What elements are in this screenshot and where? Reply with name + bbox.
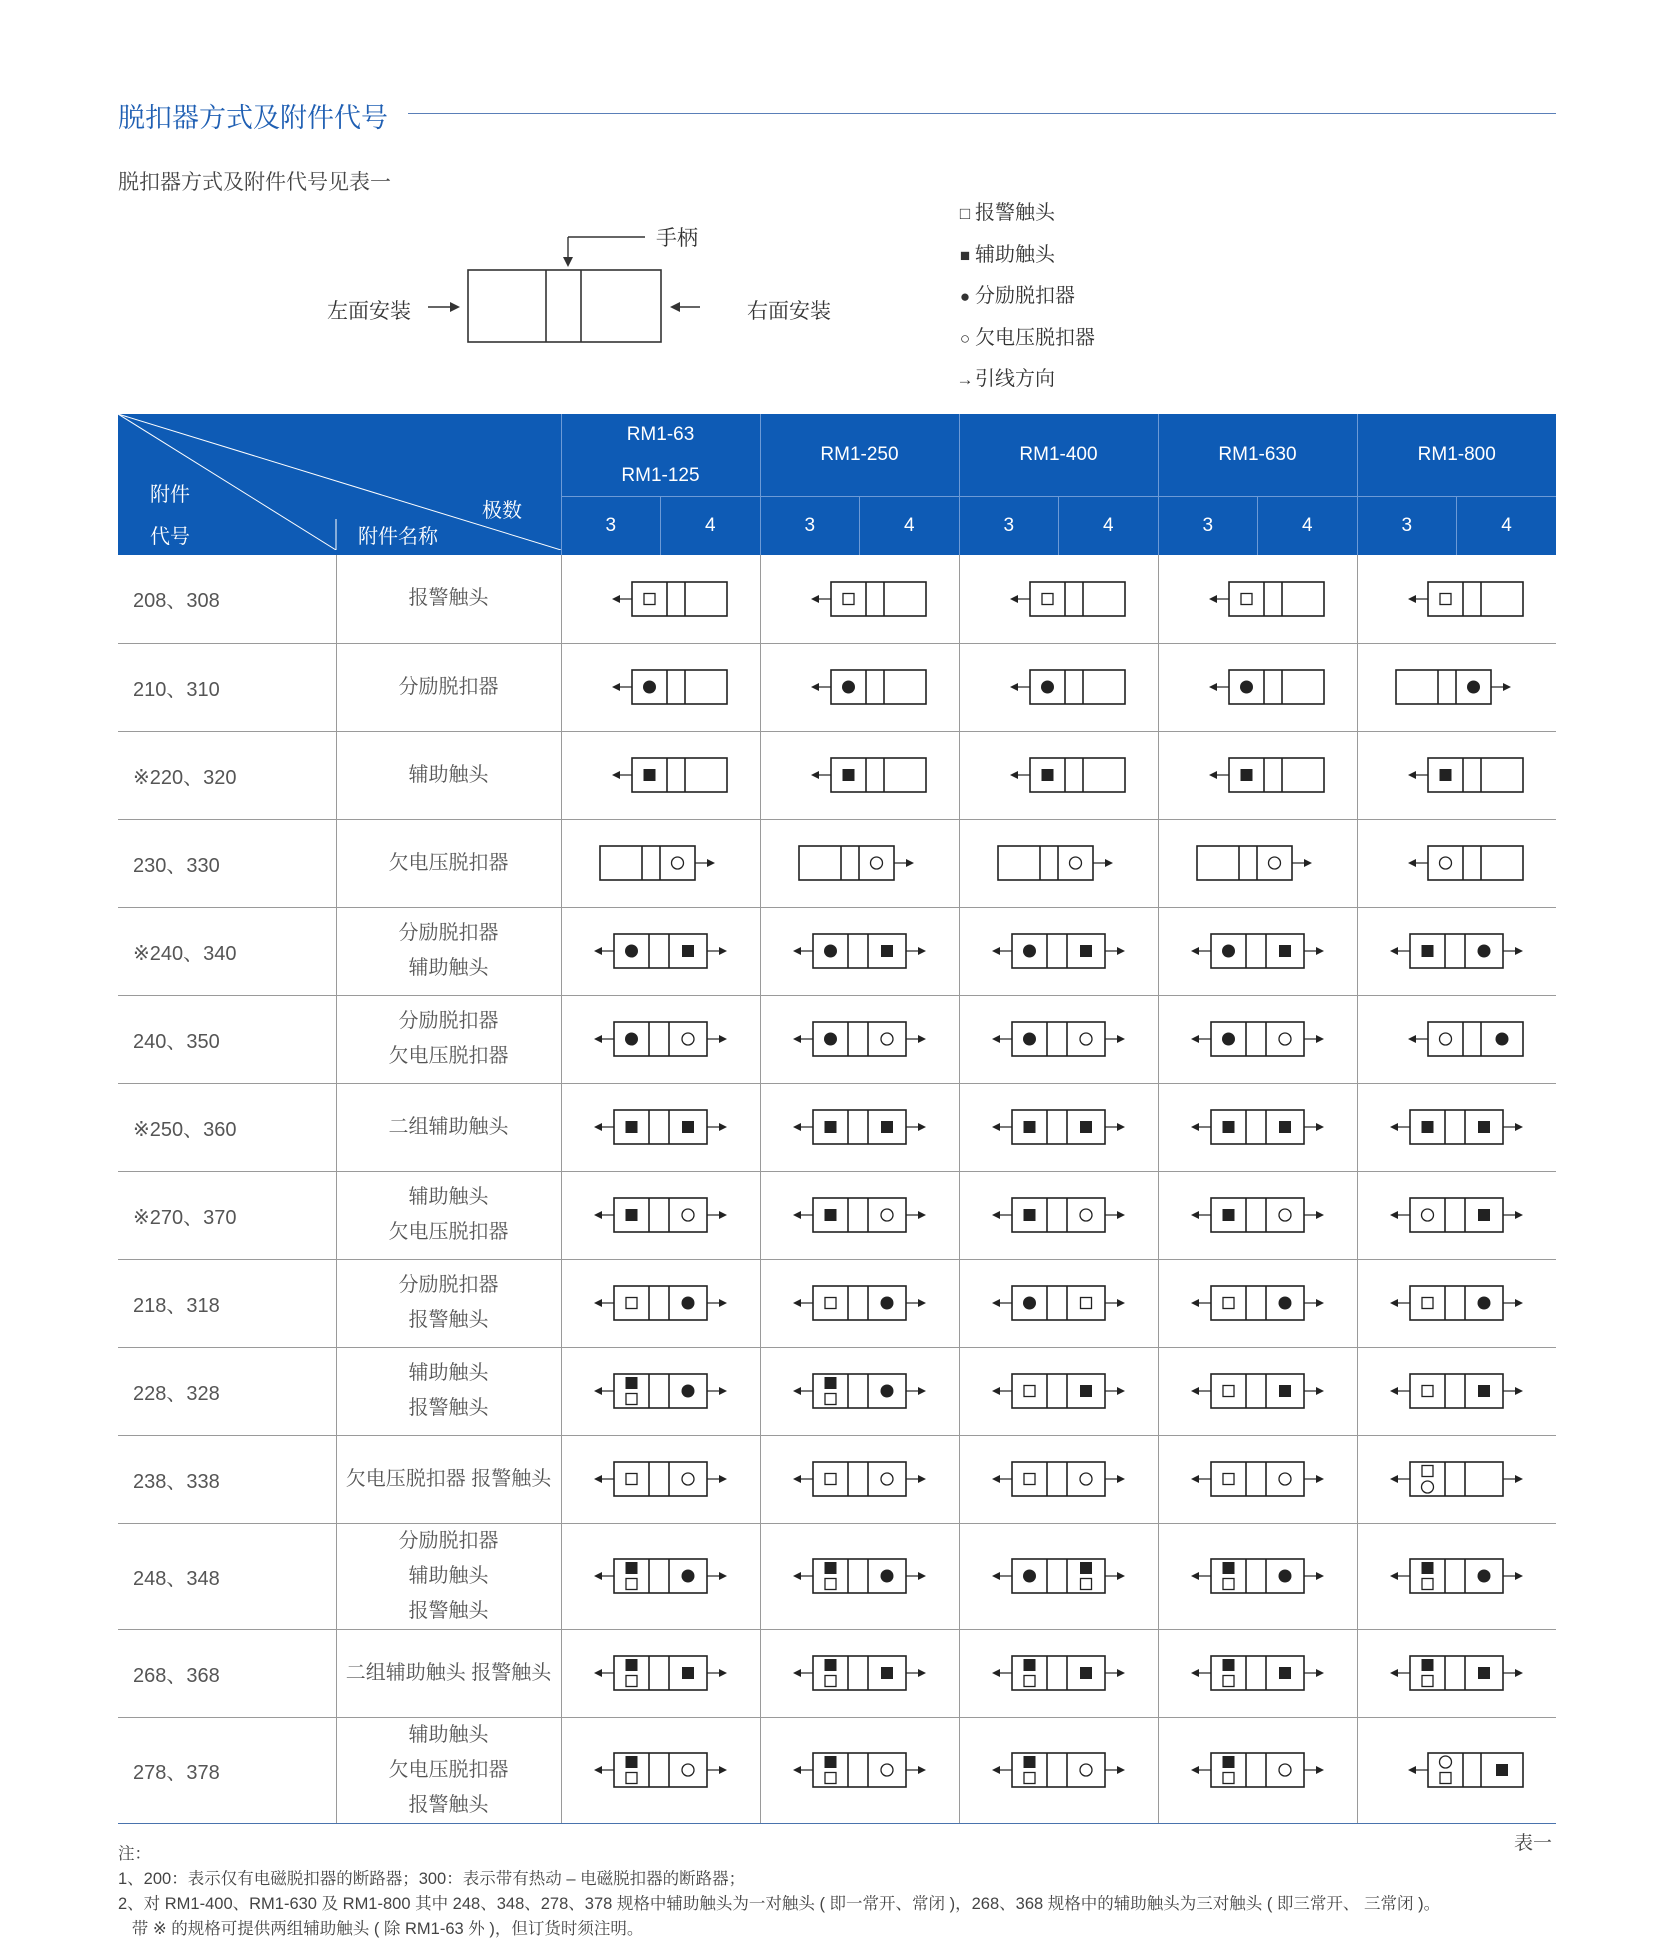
legend-item: →引线方向 — [956, 368, 1055, 390]
handle-label: 手柄 — [656, 227, 698, 250]
diagram-cell — [1158, 643, 1357, 731]
intro-text: 脱扣器方式及附件代号见表一 — [118, 171, 391, 194]
wiring-diagram-icon — [790, 1016, 930, 1062]
diagram-cell — [959, 1523, 1158, 1629]
wiring-diagram-icon — [989, 840, 1129, 886]
accessory-code: 240、350 — [118, 995, 336, 1083]
wiring-diagram-icon — [1188, 1016, 1328, 1062]
wiring-diagram-icon — [989, 1747, 1129, 1793]
wiring-diagram-icon — [1387, 1747, 1527, 1793]
accessory-name-line: 分励脱扣器 — [398, 675, 499, 698]
accessory-name-line: 分励脱扣器 — [398, 1274, 499, 1296]
diagram-cell — [760, 1347, 959, 1435]
wiring-diagram-icon — [591, 1280, 731, 1326]
wiring-diagram-icon — [1188, 1553, 1328, 1599]
diagram-cell — [1158, 1629, 1357, 1717]
diagram-cell — [561, 1523, 760, 1629]
accessory-name — [336, 819, 561, 907]
wiring-diagram-icon — [1387, 1368, 1527, 1414]
accessory-code-table — [118, 414, 1556, 1824]
symbol-legend — [955, 196, 1095, 404]
pole-header: 4 — [661, 497, 761, 556]
diagram-cell — [1357, 995, 1556, 1083]
wiring-diagram-icon — [989, 1650, 1129, 1696]
accessory-name-line: 分励脱扣器 — [398, 1529, 499, 1552]
table-row — [118, 819, 1556, 907]
accessory-name — [336, 1435, 561, 1523]
wiring-diagram-icon — [1188, 928, 1328, 974]
accessory-name — [336, 907, 561, 995]
accessory-name-line: 辅助触头 — [408, 1723, 489, 1746]
accessory-code: 228、328 — [118, 1347, 336, 1435]
diagram-cell — [561, 907, 760, 995]
wiring-diagram-icon — [1188, 1456, 1328, 1502]
wiring-diagram-icon — [790, 840, 930, 886]
diagram-cell — [1158, 907, 1357, 995]
wiring-diagram-icon — [1387, 1016, 1527, 1062]
diagram-cell — [1158, 1717, 1357, 1823]
wiring-diagram-icon — [1387, 1192, 1527, 1238]
diagram-cell — [1158, 731, 1357, 819]
accessory-code: 208、308 — [118, 555, 336, 643]
accessory-code: 268、368 — [118, 1629, 336, 1717]
filled-circle-icon: ● — [959, 287, 971, 306]
wiring-diagram-icon — [790, 1192, 930, 1238]
pole-header: 3 — [1158, 497, 1258, 556]
accessory-name-line: 欠电压脱扣器 — [388, 851, 509, 874]
accessory-code: ※250、360 — [118, 1083, 336, 1171]
table-label: 表一 — [1514, 1833, 1553, 1854]
diagram-cell — [561, 1347, 760, 1435]
hollow-square-icon: □ — [959, 204, 971, 223]
diagram-cell — [561, 1259, 760, 1347]
diagram-cell — [561, 819, 760, 907]
diagram-cell — [1158, 1435, 1357, 1523]
diagram-cell — [959, 555, 1158, 643]
diagram-cell — [1357, 1435, 1556, 1523]
accessory-code: 248、348 — [118, 1523, 336, 1629]
pole-header: 3 — [1357, 497, 1457, 556]
diagram-cell — [760, 1435, 959, 1523]
table-corner-header: 附件 代号 极数 附件名称 — [118, 414, 561, 555]
wiring-diagram-icon — [1387, 1104, 1527, 1150]
wiring-diagram-icon — [989, 1280, 1129, 1326]
accessory-name — [336, 643, 561, 731]
diagram-cell — [1357, 731, 1556, 819]
diagram-cell — [760, 1629, 959, 1717]
accessory-name-line: 辅助触头 — [408, 957, 489, 979]
wiring-diagram-icon — [591, 1104, 731, 1150]
model-header: RM1-800 — [1357, 414, 1556, 497]
wiring-diagram-icon — [1387, 1456, 1527, 1502]
wiring-diagram-icon — [1387, 752, 1527, 798]
legend-item: ● 分励脱扣器 — [955, 279, 1095, 321]
table-row — [118, 1083, 1556, 1171]
diagram-cell — [959, 907, 1158, 995]
diagram-cell — [760, 995, 959, 1083]
title-rule — [408, 113, 1556, 114]
wiring-diagram-icon — [1188, 840, 1328, 886]
diagram-cell — [1158, 1259, 1357, 1347]
pole-header: 4 — [1457, 497, 1557, 556]
wiring-diagram-icon — [591, 1368, 731, 1414]
wiring-diagram-icon — [1387, 928, 1527, 974]
wiring-diagram-icon — [790, 1280, 930, 1326]
wiring-diagram-icon — [1387, 664, 1527, 710]
diagram-cell — [1158, 819, 1357, 907]
wiring-diagram-icon — [1188, 1104, 1328, 1150]
pole-header: 4 — [860, 497, 960, 556]
diagram-cell — [760, 555, 959, 643]
model-header: RM1-250 — [760, 414, 959, 497]
notes — [118, 1842, 1440, 1942]
wiring-diagram-icon — [1188, 1280, 1328, 1326]
wiring-diagram-icon — [989, 928, 1129, 974]
wiring-diagram-icon — [591, 576, 731, 622]
diagram-cell — [561, 555, 760, 643]
diagram-cell — [1158, 995, 1357, 1083]
table-row — [118, 1435, 1556, 1523]
wiring-diagram-icon — [989, 752, 1129, 798]
diagram-cell — [561, 1717, 760, 1823]
accessory-name-line: 报警触头 — [408, 1793, 489, 1816]
pole-header: 4 — [1059, 497, 1159, 556]
diagram-cell — [760, 1523, 959, 1629]
note-line: 注： — [118, 1845, 151, 1863]
accessory-name — [336, 1347, 561, 1435]
diagram-cell — [1357, 819, 1556, 907]
accessory-name-line: 辅助触头 — [408, 763, 489, 786]
table-row — [118, 995, 1556, 1083]
accessory-name-line: 分励脱扣器 — [398, 922, 499, 944]
hollow-circle-icon: ○ — [959, 328, 971, 348]
wiring-diagram-icon — [989, 1192, 1129, 1238]
model-header: RM1-63 RM1-125 — [561, 414, 760, 497]
diagram-cell — [1158, 1523, 1357, 1629]
accessory-code: ※220、320 — [118, 731, 336, 819]
wiring-diagram-icon — [989, 1104, 1129, 1150]
diagram-cell — [1158, 1083, 1357, 1171]
pole-header: 3 — [959, 497, 1059, 556]
diagram-cell — [959, 1717, 1158, 1823]
table-row — [118, 1347, 1556, 1435]
accessory-name-line: 报警触头 — [408, 587, 489, 610]
diagram-cell — [1357, 555, 1556, 643]
note-line: 2、对 RM1-400、RM1-630 及 RM1-800 其中 248、348、278、378 规格中辅助触头为一对触头 ( 即一常开、常闭 )，268、368 规格中的辅助触头为三对触头 ( 即三常开、 三常闭 )。 — [118, 1895, 1441, 1913]
wiring-diagram-icon — [1387, 576, 1527, 622]
accessory-name — [336, 731, 561, 819]
diagram-cell — [760, 819, 959, 907]
diagram-cell — [1357, 1259, 1556, 1347]
accessory-code: 238、338 — [118, 1435, 336, 1523]
diagram-cell — [1158, 1171, 1357, 1259]
diagram-cell — [959, 1083, 1158, 1171]
wiring-diagram-icon — [1188, 1747, 1328, 1793]
diagram-cell — [959, 1347, 1158, 1435]
diagram-cell — [1357, 1523, 1556, 1629]
legend-item: ■ 辅助触头 — [955, 238, 1095, 280]
wiring-diagram-icon — [591, 1456, 731, 1502]
wiring-diagram-icon — [1188, 664, 1328, 710]
note-line: 带 ※ 的规格可提供两组辅助触头 ( 除 RM1-63 外 )，但订货时须注明。 — [118, 1920, 644, 1938]
accessory-name — [336, 1523, 561, 1629]
diagram-cell — [959, 1171, 1158, 1259]
wiring-diagram-icon — [790, 664, 930, 710]
table-row — [118, 1171, 1556, 1259]
wiring-diagram-icon — [591, 1553, 731, 1599]
wiring-diagram-icon — [989, 1456, 1129, 1502]
wiring-diagram-icon — [790, 576, 930, 622]
accessory-name-line: 欠电压脱扣器 — [388, 1221, 509, 1243]
diagram-cell — [1357, 1717, 1556, 1823]
diagram-cell — [1357, 1347, 1556, 1435]
wiring-diagram-icon — [790, 928, 930, 974]
diagram-cell — [561, 643, 760, 731]
wiring-diagram-icon — [591, 664, 731, 710]
table-row — [118, 1259, 1556, 1347]
wiring-diagram-icon — [989, 1553, 1129, 1599]
accessory-name-line: 辅助触头 — [408, 1564, 489, 1587]
wiring-diagram-icon — [1188, 1192, 1328, 1238]
accessory-name-line: 二组辅助触头 — [388, 1115, 509, 1138]
accessory-name-line: 欠电压脱扣器 — [388, 1758, 509, 1781]
diagram-cell — [1357, 643, 1556, 731]
pole-header: 3 — [760, 497, 860, 556]
accessory-code: ※270、370 — [118, 1171, 336, 1259]
accessory-name-line: 报警触头 — [408, 1599, 489, 1622]
wiring-diagram-icon — [591, 1192, 731, 1238]
accessory-name-line: 欠电压脱扣器 — [388, 1045, 509, 1067]
wiring-diagram-icon — [591, 840, 731, 886]
diagram-cell — [561, 1629, 760, 1717]
diagram-cell — [1357, 907, 1556, 995]
diagram-cell — [959, 1629, 1158, 1717]
accessory-code: ※240、340 — [118, 907, 336, 995]
diagram-cell — [760, 1717, 959, 1823]
wiring-diagram-icon — [1387, 1650, 1527, 1696]
diagram-cell — [760, 1083, 959, 1171]
diagram-cell — [760, 1259, 959, 1347]
table-row — [118, 643, 1556, 731]
accessory-name-line: 报警触头 — [408, 1397, 489, 1419]
wiring-diagram-icon — [591, 928, 731, 974]
table-row — [118, 1523, 1556, 1629]
accessory-name-line: 报警触头 — [408, 1309, 489, 1331]
accessory-name-line: 二组辅助触头 报警触头 — [345, 1661, 552, 1684]
diagram-cell — [561, 1083, 760, 1171]
wiring-diagram-icon — [790, 1650, 930, 1696]
left-mount-label: 左面安装 — [327, 300, 411, 323]
table-row — [118, 907, 1556, 995]
table-row — [118, 1717, 1556, 1823]
wiring-diagram-icon — [989, 1016, 1129, 1062]
accessory-code: 218、318 — [118, 1259, 336, 1347]
diagram-cell — [561, 1435, 760, 1523]
diagram-cell — [760, 907, 959, 995]
accessory-code: 278、378 — [118, 1717, 336, 1823]
wiring-diagram-icon — [790, 1104, 930, 1150]
pole-header: 4 — [1258, 497, 1358, 556]
accessory-name — [336, 1083, 561, 1171]
wiring-diagram-icon — [1387, 1280, 1527, 1326]
model-header: RM1-630 — [1158, 414, 1357, 497]
wiring-diagram-icon — [1188, 576, 1328, 622]
diagram-cell — [959, 643, 1158, 731]
accessory-name — [336, 555, 561, 643]
diagram-cell — [760, 1171, 959, 1259]
wiring-diagram-icon — [989, 1368, 1129, 1414]
diagram-cell — [959, 1259, 1158, 1347]
note-line: 1、200：表示仅有电磁脱扣器的断路器；300：表示带有热动 – 电磁脱扣器的断路器； — [118, 1870, 746, 1888]
diagram-cell — [959, 731, 1158, 819]
legend-item: □ 报警触头 — [955, 196, 1095, 238]
diagram-cell — [1158, 555, 1357, 643]
wiring-diagram-icon — [1387, 840, 1527, 886]
diagram-cell — [760, 643, 959, 731]
diagram-cell — [959, 819, 1158, 907]
wiring-diagram-icon — [790, 1456, 930, 1502]
diagram-cell — [1357, 1083, 1556, 1171]
accessory-name — [336, 1259, 561, 1347]
accessory-code: 230、330 — [118, 819, 336, 907]
wiring-diagram-icon — [790, 1368, 930, 1414]
diagram-cell — [561, 995, 760, 1083]
diagram-cell — [760, 731, 959, 819]
wiring-diagram-icon — [1387, 1553, 1527, 1599]
wiring-diagram-icon — [1188, 752, 1328, 798]
accessory-name — [336, 995, 561, 1083]
wiring-diagram-icon — [1188, 1368, 1328, 1414]
accessory-name-line: 辅助触头 — [408, 1362, 489, 1384]
wiring-diagram-icon — [591, 752, 731, 798]
accessory-code: 210、310 — [118, 643, 336, 731]
diagram-cell — [1158, 1347, 1357, 1435]
diagram-cell — [1357, 1629, 1556, 1717]
table-row — [118, 555, 1556, 643]
model-header: RM1-400 — [959, 414, 1158, 497]
wiring-diagram-icon — [591, 1747, 731, 1793]
wiring-diagram-icon — [790, 1747, 930, 1793]
wiring-diagram-icon — [591, 1650, 731, 1696]
diagram-cell — [959, 1435, 1158, 1523]
wiring-diagram-icon — [989, 664, 1129, 710]
wiring-diagram-icon — [989, 576, 1129, 622]
arrow-icon: → — [956, 370, 974, 389]
legend-item: ○ 欠电压脱扣器 — [955, 321, 1095, 363]
wiring-diagram-icon — [790, 1553, 930, 1599]
diagram-cell — [561, 731, 760, 819]
wiring-diagram-icon — [591, 1016, 731, 1062]
filled-square-icon: ■ — [959, 245, 971, 265]
right-mount-label: 右面安装 — [747, 300, 831, 323]
diagram-cell — [561, 1171, 760, 1259]
table-row — [118, 1629, 1556, 1717]
accessory-name — [336, 1629, 561, 1717]
accessory-name — [336, 1717, 561, 1823]
accessory-name-line: 欠电压脱扣器 报警触头 — [345, 1467, 552, 1490]
table-row — [118, 731, 1556, 819]
diagram-cell — [1357, 1171, 1556, 1259]
wiring-diagram-icon — [790, 752, 930, 798]
pole-header: 3 — [561, 497, 661, 556]
table-body — [118, 555, 1556, 1823]
diagram-cell — [959, 995, 1158, 1083]
accessory-name-line: 辅助触头 — [408, 1186, 489, 1208]
accessory-name-line: 分励脱扣器 — [398, 1010, 499, 1032]
page-title: 脱扣器方式及附件代号 — [118, 103, 388, 133]
accessory-name — [336, 1171, 561, 1259]
wiring-diagram-icon — [1188, 1650, 1328, 1696]
